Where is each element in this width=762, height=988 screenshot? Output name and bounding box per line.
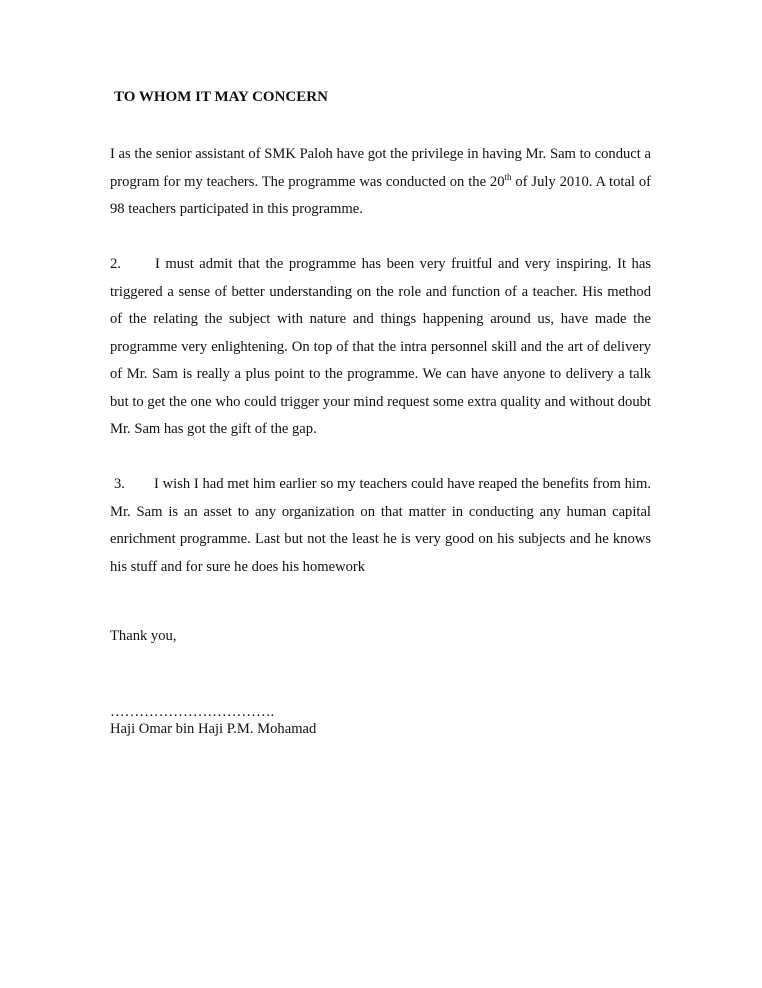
paragraph-3 (110, 471, 651, 581)
paragraph-1-ordinal-suffix: th (504, 171, 512, 182)
paragraph-2-number: 2. (110, 256, 121, 272)
signer-name: Haji Omar bin Haji P.M. Mohamad (110, 721, 317, 737)
paragraph-1-text-start: I as the senior assistant of SMK Paloh have got the privilege in having Mr. Sam to conduct a program for my teachers. The programme was conducted on the 20 (110, 146, 651, 190)
signature-line: ……………………………. (110, 704, 275, 720)
paragraph-3-text: I wish I had met him earlier so my teachers could have reaped the benefits from him. Mr. Sam is an asset to any organization on that matter in conducting any human capital enrichment programme. Last but not the least he is very good on his subjects and he knows his stuff and for sure he does his homework (110, 476, 651, 575)
paragraph-1 (110, 141, 651, 224)
paragraph-1-text-end: of July 2010. A total of 98 teachers participated in this programme. (110, 173, 651, 217)
paragraph-2 (110, 251, 651, 444)
closing-text: Thank you, (110, 628, 177, 644)
paragraph-3-number: 3. (114, 476, 125, 492)
paragraph-2-text: I must admit that the programme has been very fruitful and very inspiring. It has triggered a sense of better understanding on the role and function of a teacher. His method of the relating the subject with nature and things happening around us, have made the programme very enlightening. On top of that the intra personnel skill and the art of delivery of Mr. Sam is really a plus point to the programme. We can have anyone to delivery a talk but to get the one who could trigger your mind request some extra quality and without doubt Mr. Sam has got the gift of the gap. (110, 256, 651, 437)
letter-heading: TO WHOM IT MAY CONCERN (114, 89, 328, 105)
